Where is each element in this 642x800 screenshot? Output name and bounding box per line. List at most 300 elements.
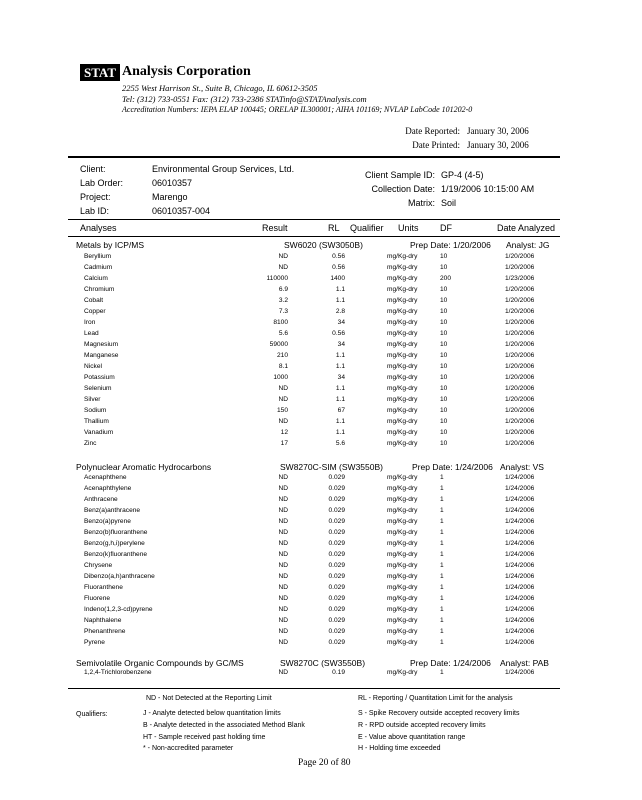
rl-value: 0.19 [332, 669, 345, 676]
table-row [0, 286, 642, 297]
table-row [0, 551, 642, 562]
units-value: mg/Kg-dry [387, 352, 418, 359]
df-value: 10 [440, 330, 448, 337]
df-value: 1 [440, 669, 444, 676]
result-value: ND [278, 628, 288, 635]
df-value: 1 [440, 617, 444, 624]
table-row [0, 485, 642, 496]
date-analyzed-value: 1/24/2006 [505, 595, 535, 602]
date-analyzed-value: 1/24/2006 [505, 617, 535, 624]
units-value: mg/Kg-dry [387, 474, 418, 481]
table-row [0, 297, 642, 308]
date-analyzed-value: 1/24/2006 [505, 474, 535, 481]
page-number: Page 20 of 80 [298, 758, 351, 768]
section-title: Metals by ICP/MS [76, 240, 145, 250]
units-value: mg/Kg-dry [387, 429, 418, 436]
result-value: 59000 [269, 341, 288, 348]
analyte-name: Iron [84, 319, 96, 326]
qualifiers-label: Qualifiers: [76, 711, 108, 718]
df-value: 10 [440, 363, 448, 370]
table-row [0, 562, 642, 573]
units-value: mg/Kg-dry [387, 308, 418, 315]
units-value: mg/Kg-dry [387, 297, 418, 304]
df-value: 1 [440, 540, 444, 547]
date-analyzed-value: 1/24/2006 [505, 669, 535, 676]
result-value: 8.1 [278, 363, 288, 370]
table-row [0, 385, 642, 396]
date-analyzed-value: 1/20/2006 [505, 253, 535, 260]
result-value: 17 [280, 440, 288, 447]
units-value: mg/Kg-dry [387, 374, 418, 381]
units-value: mg/Kg-dry [387, 529, 418, 536]
rl-value: 1.1 [335, 396, 345, 403]
result-value: ND [278, 496, 288, 503]
date-analyzed-value: 1/20/2006 [505, 396, 535, 403]
table-row [0, 440, 642, 451]
date-analyzed-value: 1/24/2006 [505, 606, 535, 613]
stat-logo: STAT [80, 64, 120, 81]
table-row [0, 396, 642, 407]
date-analyzed-value: 1/20/2006 [505, 418, 535, 425]
analyte-name: Zinc [84, 440, 97, 447]
units-value: mg/Kg-dry [387, 540, 418, 547]
date-analyzed-value: 1/20/2006 [505, 286, 535, 293]
df-value: 10 [440, 429, 448, 436]
df-value: 10 [440, 407, 448, 414]
table-row [0, 617, 642, 628]
table-row [0, 264, 642, 275]
analyte-name: Silver [84, 396, 101, 403]
result-value: 3.2 [278, 297, 288, 304]
analyte-name: Benzo(g,h,i)perylene [84, 540, 145, 547]
rl-value: 0.029 [328, 595, 345, 602]
df-value: 1 [440, 595, 444, 602]
analyte-name: Chrysene [84, 562, 113, 569]
date-analyzed-value: 1/20/2006 [505, 374, 535, 381]
analyte-name: Cobalt [84, 297, 104, 304]
analyte-name: Benzo(b)fluoranthene [84, 529, 148, 536]
lab-id-value: 06010357-004 [152, 206, 211, 216]
analyte-name: Naphthalene [84, 617, 122, 624]
table-row [0, 275, 642, 286]
project-value: Marengo [152, 192, 188, 202]
date-analyzed-value: 1/24/2006 [505, 562, 535, 569]
rl-value: 0.029 [328, 584, 345, 591]
units-value: mg/Kg-dry [387, 617, 418, 624]
rl-value: 0.029 [328, 496, 345, 503]
result-value: 8100 [273, 319, 288, 326]
date-analyzed-value: 1/24/2006 [505, 584, 535, 591]
table-row [0, 308, 642, 319]
date-analyzed-value: 1/20/2006 [505, 264, 535, 271]
company-contact: Tel: (312) 733-0551 Fax: (312) 733-2386 STATinfo@STATAnalysis.com [122, 94, 367, 104]
table-row [0, 474, 642, 485]
analyte-name: Benzo(a)pyrene [84, 518, 131, 525]
date-reported-label: Date Reported: [405, 126, 460, 136]
df-value: 10 [440, 264, 448, 271]
result-value: ND [278, 584, 288, 591]
table-row [0, 573, 642, 584]
df-value: 1 [440, 606, 444, 613]
analyte-name: Fluoranthene [84, 584, 123, 591]
date-analyzed-value: 1/24/2006 [505, 496, 535, 503]
result-value: ND [278, 385, 288, 392]
table-row [0, 407, 642, 418]
section-prep-date: Prep Date: 1/24/2006 [412, 462, 493, 472]
rl-value: 1.1 [335, 418, 345, 425]
df-value: 1 [440, 507, 444, 514]
units-value: mg/Kg-dry [387, 330, 418, 337]
units-value: mg/Kg-dry [387, 286, 418, 293]
units-value: mg/Kg-dry [387, 584, 418, 591]
result-value: ND [278, 617, 288, 624]
rl-value: 1.1 [335, 385, 345, 392]
analyte-name: Phenanthrene [84, 628, 126, 635]
sample-id-value: GP-4 (4-5) [441, 170, 484, 180]
df-value: 10 [440, 440, 448, 447]
section-analyst: Analyst: VS [500, 462, 544, 472]
result-value: ND [278, 606, 288, 613]
units-value: mg/Kg-dry [387, 518, 418, 525]
analyte-name: Cadmium [84, 264, 113, 271]
date-analyzed-value: 1/20/2006 [505, 330, 535, 337]
units-value: mg/Kg-dry [387, 639, 418, 646]
company-name: Analysis Corporation [122, 64, 251, 79]
result-value: 110000 [266, 275, 288, 282]
rl-value: 0.029 [328, 606, 345, 613]
qualifier-definition: S - Spike Recovery outside accepted recovery limits [358, 710, 520, 717]
result-value: 5.6 [278, 330, 288, 337]
date-analyzed-value: 1/20/2006 [505, 319, 535, 326]
analyte-name: Magnesium [84, 341, 119, 348]
df-value: 1 [440, 518, 444, 525]
rl-value: 1.1 [335, 363, 345, 370]
result-value: 6.9 [278, 286, 288, 293]
section-title: Semivolatile Organic Compounds by GC/MS [76, 658, 244, 668]
date-analyzed-value: 1/20/2006 [505, 297, 535, 304]
result-value: 1000 [273, 374, 288, 381]
rl-value: 0.029 [328, 485, 345, 492]
sample-id-label: Client Sample ID: [364, 170, 435, 180]
qualifier-definition: J - Analyte detected below quantitation limits [143, 710, 281, 717]
rl-value: 0.029 [328, 529, 345, 536]
units-value: mg/Kg-dry [387, 606, 418, 613]
rl-value: 0.029 [328, 617, 345, 624]
table-row [0, 529, 642, 540]
lab-id-label: Lab ID: [80, 206, 110, 216]
qualifier-definition: RL - Reporting / Quantitation Limit for the analysis [358, 695, 513, 702]
rl-value: 0.029 [328, 551, 345, 558]
col-units: Units [398, 223, 419, 233]
result-value: 7.3 [278, 308, 288, 315]
result-value: ND [278, 518, 288, 525]
col-analyses: Analyses [80, 223, 117, 233]
df-value: 10 [440, 286, 448, 293]
section-analyst: Analyst: JG [506, 240, 550, 250]
df-value: 1 [440, 562, 444, 569]
col-qualifier: Qualifier [350, 223, 384, 233]
section-analyst: Analyst: PAB [500, 658, 549, 668]
units-value: mg/Kg-dry [387, 485, 418, 492]
table-row [0, 496, 642, 507]
table-row [0, 639, 642, 650]
date-reported: January 30, 2006 [467, 126, 529, 136]
column-header-divider [68, 236, 560, 237]
date-analyzed-value: 1/24/2006 [505, 573, 535, 580]
matrix-value: Soil [441, 198, 457, 208]
table-row [0, 363, 642, 374]
analyte-name: Sodium [84, 407, 107, 414]
table-row [0, 330, 642, 341]
df-value: 1 [440, 496, 444, 503]
date-analyzed-value: 1/24/2006 [505, 639, 535, 646]
units-value: mg/Kg-dry [387, 363, 418, 370]
units-value: mg/Kg-dry [387, 407, 418, 414]
qualifier-definition: HT - Sample received past holding time [143, 734, 266, 741]
units-value: mg/Kg-dry [387, 418, 418, 425]
df-value: 1 [440, 551, 444, 558]
df-value: 1 [440, 628, 444, 635]
analyte-name: Acenaphthylene [84, 485, 132, 492]
result-value: ND [278, 639, 288, 646]
info-divider [68, 219, 560, 220]
df-value: 10 [440, 374, 448, 381]
date-analyzed-value: 1/20/2006 [505, 429, 535, 436]
result-value: ND [278, 485, 288, 492]
units-value: mg/Kg-dry [387, 440, 418, 447]
header-divider [68, 156, 560, 158]
units-value: mg/Kg-dry [387, 396, 418, 403]
units-value: mg/Kg-dry [387, 341, 418, 348]
rl-value: 1.1 [335, 352, 345, 359]
df-value: 10 [440, 385, 448, 392]
df-value: 1 [440, 639, 444, 646]
date-analyzed-value: 1/24/2006 [505, 540, 535, 547]
analyte-name: Nickel [84, 363, 102, 370]
date-analyzed-value: 1/20/2006 [505, 352, 535, 359]
result-value: ND [278, 253, 288, 260]
units-value: mg/Kg-dry [387, 253, 418, 260]
df-value: 10 [440, 253, 448, 260]
units-value: mg/Kg-dry [387, 496, 418, 503]
col-df: DF [440, 223, 452, 233]
analyte-name: Dibenzo(a,h)anthracene [84, 573, 155, 580]
df-value: 1 [440, 529, 444, 536]
df-value: 10 [440, 319, 448, 326]
rl-value: 0.029 [328, 474, 345, 481]
col-result: Result [262, 223, 288, 233]
df-value: 10 [440, 396, 448, 403]
rl-value: 1.1 [335, 297, 345, 304]
result-value: ND [278, 551, 288, 558]
df-value: 200 [440, 275, 452, 282]
matrix-label: Matrix: [408, 198, 435, 208]
table-row [0, 429, 642, 440]
collection-date-value: 1/19/2006 10:15:00 AM [441, 184, 535, 194]
df-value: 1 [440, 474, 444, 481]
date-analyzed-value: 1/20/2006 [505, 385, 535, 392]
rl-value: 5.6 [335, 440, 345, 447]
date-analyzed-value: 1/24/2006 [505, 507, 535, 514]
qualifier-definition: R - RPD outside accepted recovery limits [358, 722, 486, 729]
table-row [0, 507, 642, 518]
date-analyzed-value: 1/20/2006 [505, 308, 535, 315]
units-value: mg/Kg-dry [387, 319, 418, 326]
result-value: ND [278, 540, 288, 547]
table-row [0, 669, 642, 680]
table-row [0, 606, 642, 617]
table-row [0, 374, 642, 385]
accreditation-numbers: Accreditation Numbers: IEPA ELAP 100445; ORELAP IL300001; AIHA 101169; NVLAP LabCode 101202-0 [122, 105, 473, 114]
units-value: mg/Kg-dry [387, 264, 418, 271]
client-label: Client: [80, 164, 106, 174]
table-row [0, 352, 642, 363]
col-rl: RL [328, 223, 340, 233]
footer-divider [68, 688, 560, 689]
section-title: Polynuclear Aromatic Hydrocarbons [76, 462, 212, 472]
date-printed-label: Date Printed: [412, 140, 460, 150]
table-row [0, 418, 642, 429]
date-printed: January 30, 2006 [467, 140, 529, 150]
units-value: mg/Kg-dry [387, 385, 418, 392]
units-value: mg/Kg-dry [387, 669, 418, 676]
qualifier-definition: H - Holding time exceeded [358, 745, 441, 752]
result-value: ND [278, 474, 288, 481]
date-analyzed-value: 1/20/2006 [505, 440, 535, 447]
units-value: mg/Kg-dry [387, 595, 418, 602]
units-value: mg/Kg-dry [387, 551, 418, 558]
analyte-name: Anthracene [84, 496, 118, 503]
date-analyzed-value: 1/24/2006 [505, 529, 535, 536]
result-value: ND [278, 418, 288, 425]
rl-value: 0.56 [332, 253, 345, 260]
qualifier-definition: * - Non-accredited parameter [143, 745, 234, 752]
units-value: mg/Kg-dry [387, 628, 418, 635]
table-row [0, 518, 642, 529]
date-analyzed-value: 1/20/2006 [505, 407, 535, 414]
result-value: ND [278, 396, 288, 403]
section-method: SW8270C (SW3550B) [280, 658, 366, 668]
analyte-name: Thallium [84, 418, 109, 425]
rl-value: 0.029 [328, 628, 345, 635]
rl-value: 34 [337, 341, 345, 348]
df-value: 10 [440, 308, 448, 315]
df-value: 10 [440, 341, 448, 348]
df-value: 10 [440, 352, 448, 359]
result-value: ND [278, 507, 288, 514]
analyte-name: Benzo(k)fluoranthene [84, 551, 148, 558]
analyte-name: Lead [84, 330, 99, 337]
df-value: 1 [440, 573, 444, 580]
col-date-analyzed: Date Analyzed [497, 223, 556, 233]
rl-value: 1400 [330, 275, 345, 282]
date-analyzed-value: 1/20/2006 [505, 363, 535, 370]
table-row [0, 253, 642, 264]
units-value: mg/Kg-dry [387, 573, 418, 580]
date-analyzed-value: 1/24/2006 [505, 518, 535, 525]
section-prep-date: Prep Date: 1/20/2006 [410, 240, 491, 250]
section-method: SW6020 (SW3050B) [284, 240, 363, 250]
result-value: ND [278, 669, 288, 676]
analyte-name: Copper [84, 308, 106, 315]
rl-value: 67 [337, 407, 345, 414]
result-value: ND [278, 573, 288, 580]
analyte-name: Indeno(1,2,3-cd)pyrene [84, 606, 153, 613]
analyte-name: Benz(a)anthracene [84, 507, 141, 514]
table-row [0, 584, 642, 595]
rl-value: 0.56 [332, 330, 345, 337]
analyte-name: Potassium [84, 374, 115, 381]
qualifier-definition: E - Value above quantitation range [358, 734, 466, 741]
client-value: Environmental Group Services, Ltd. [152, 164, 295, 174]
project-label: Project: [80, 192, 111, 202]
table-row [0, 628, 642, 639]
table-row [0, 319, 642, 330]
df-value: 10 [440, 418, 448, 425]
analyte-name: Pyrene [84, 639, 105, 646]
rl-value: 1.1 [335, 429, 345, 436]
rl-value: 34 [337, 319, 345, 326]
section-method: SW8270C-SIM (SW3550B) [280, 462, 383, 472]
rl-value: 0.029 [328, 562, 345, 569]
rl-value: 2.8 [335, 308, 345, 315]
units-value: mg/Kg-dry [387, 507, 418, 514]
result-value: ND [278, 529, 288, 536]
date-analyzed-value: 1/23/2006 [505, 275, 535, 282]
rl-value: 0.029 [328, 639, 345, 646]
analyte-name: Selenium [84, 385, 112, 392]
rl-value: 0.029 [328, 573, 345, 580]
rl-value: 0.56 [332, 264, 345, 271]
analyte-name: Fluorene [84, 595, 111, 602]
company-address: 2255 West Harrison St., Suite B, Chicago, IL 60612-3505 [122, 83, 318, 93]
table-row [0, 341, 642, 352]
df-value: 1 [440, 584, 444, 591]
date-analyzed-value: 1/24/2006 [505, 485, 535, 492]
analyte-name: Calcium [84, 275, 108, 282]
result-value: 210 [276, 352, 288, 359]
units-value: mg/Kg-dry [387, 562, 418, 569]
table-row [0, 540, 642, 551]
date-analyzed-value: 1/24/2006 [505, 551, 535, 558]
analyte-name: Manganese [84, 352, 119, 359]
date-analyzed-value: 1/24/2006 [505, 628, 535, 635]
section-prep-date: Prep Date: 1/24/2006 [410, 658, 491, 668]
date-analyzed-value: 1/20/2006 [505, 341, 535, 348]
result-value: ND [278, 595, 288, 602]
collection-date-label: Collection Date: [371, 184, 435, 194]
rl-value: 0.029 [328, 507, 345, 514]
rl-value: 1.1 [335, 286, 345, 293]
table-row [0, 595, 642, 606]
units-value: mg/Kg-dry [387, 275, 418, 282]
result-value: 150 [276, 407, 288, 414]
analyte-name: Beryllium [84, 253, 112, 260]
result-value: ND [278, 562, 288, 569]
df-value: 1 [440, 485, 444, 492]
analyte-name: Vanadium [84, 429, 114, 436]
rl-value: 0.029 [328, 518, 345, 525]
lab-order-value: 06010357 [152, 178, 193, 188]
rl-value: 34 [337, 374, 345, 381]
qualifier-definition: ND - Not Detected at the Reporting Limit [146, 695, 272, 702]
analyte-name: 1,2,4-Trichlorobenzene [84, 669, 152, 676]
analyte-name: Chromium [84, 286, 115, 293]
analyte-name: Acenaphthene [84, 474, 127, 481]
result-value: 12 [280, 429, 288, 436]
lab-order-label: Lab Order: [80, 178, 124, 188]
df-value: 10 [440, 297, 448, 304]
